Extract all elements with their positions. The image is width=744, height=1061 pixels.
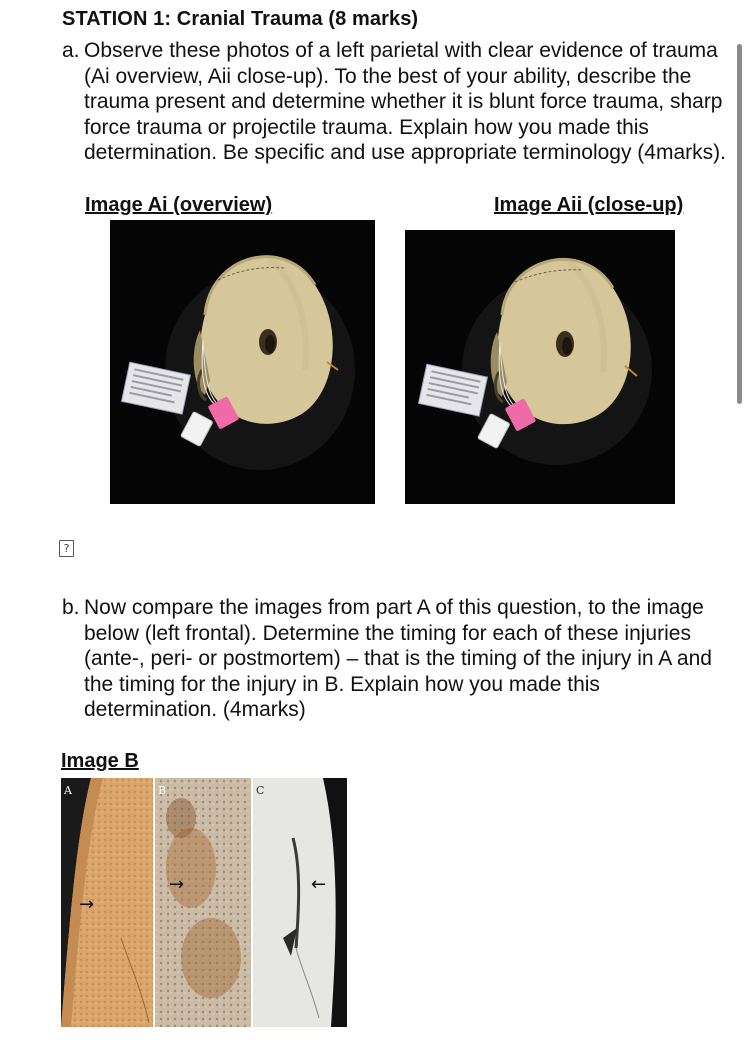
panel-b bbox=[155, 778, 251, 1027]
image-b-label: Image B bbox=[61, 750, 139, 772]
image-aii-photo bbox=[405, 230, 675, 504]
question-a-text: Observe these photos of a left parietal with clear evidence of trauma (Ai overview, Aii close-up). To the best of your ability, describe the trauma present and determine whether it is blunt force trauma, sharp force trauma or projectile trauma. Explain how you made this determination. Be specific and use appropriate terminology (4marks). bbox=[84, 39, 726, 164]
panel-a-arrow: → bbox=[79, 894, 95, 915]
question-b-marker: b. bbox=[62, 596, 80, 619]
station-title: STATION 1: Cranial Trauma (8 marks) bbox=[62, 8, 419, 30]
scrollbar-thumb[interactable] bbox=[737, 44, 742, 404]
question-a bbox=[62, 38, 727, 166]
panel-a-letter: A bbox=[64, 784, 72, 797]
panel-a bbox=[61, 778, 153, 1027]
panel-b-letter: B bbox=[158, 784, 167, 797]
question-a-marker: a. bbox=[62, 39, 80, 62]
image-b-composite bbox=[61, 778, 347, 1027]
image-ai-photo bbox=[110, 220, 375, 504]
panel-c-arrow: ← bbox=[311, 874, 327, 895]
skull-closeup-graphic bbox=[405, 230, 675, 504]
bone-surface-composite bbox=[61, 778, 347, 1027]
panel-c bbox=[253, 778, 347, 1027]
image-aii-label: Image Aii (close-up) bbox=[494, 194, 684, 216]
question-b bbox=[62, 595, 727, 723]
broken-image-icon: ? bbox=[59, 540, 74, 557]
skull-overview-graphic bbox=[110, 220, 375, 504]
image-ai-label: Image Ai (overview) bbox=[85, 194, 273, 216]
panel-c-letter: C bbox=[256, 784, 265, 797]
question-b-text: Now compare the images from part A of this question, to the image below (left frontal). Determine the timing for each of these injuries (ante-, peri- or postmortem) – that is the timing of the injury in A and the timing for the injury in B. Explain how you made this determination. (4marks) bbox=[84, 596, 712, 721]
panel-b-arrow: → bbox=[169, 874, 185, 895]
